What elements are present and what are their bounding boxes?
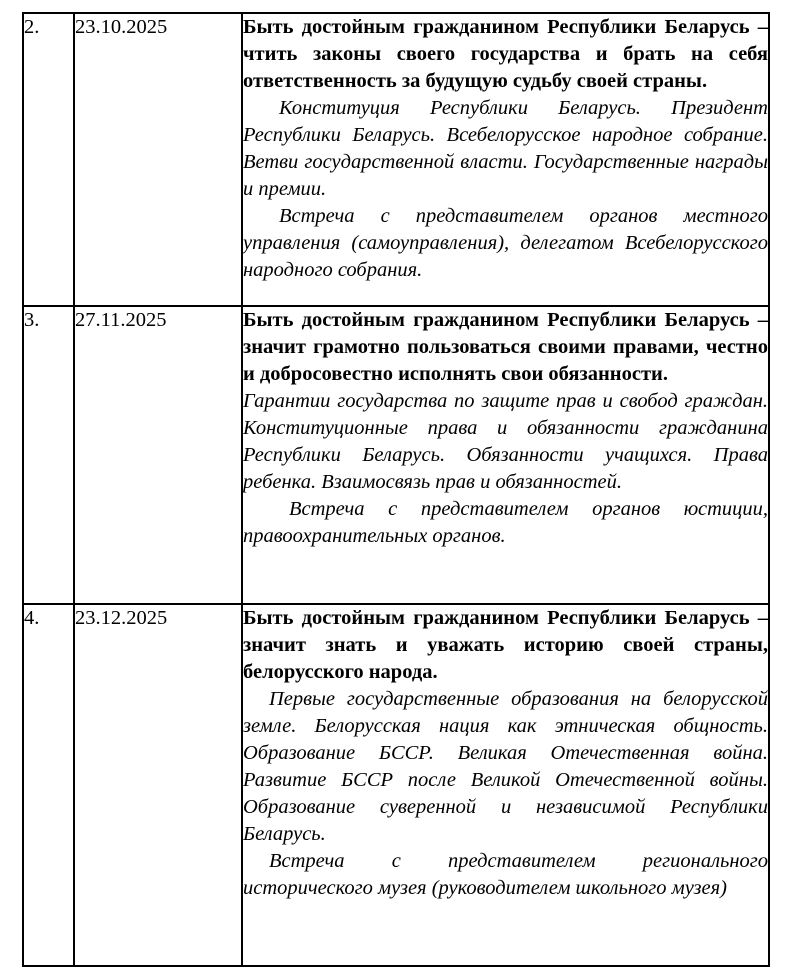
- row-date: 23.10.2025: [74, 13, 242, 306]
- row-meeting: Встреча с представителем органов юстиции, правоохранительных органов.: [243, 498, 768, 547]
- row-topics: Гарантии государства по защите прав и свобод граждан. Конституционные права и обязанности гражданина Республики Беларусь. Обязанности учащихся. Права ребенка. Взаимосвязь прав и обязанностей.: [243, 390, 768, 493]
- row-heading: Быть достойным гражданином Республики Беларусь – чтить законы своего государства и брать на себя ответственность за будущую судьбу своей страны.: [243, 16, 768, 92]
- row-number: 3.: [23, 306, 74, 604]
- table-row: [23, 604, 769, 966]
- row-date: 27.11.2025: [74, 306, 242, 604]
- row-date: 23.12.2025: [74, 604, 242, 966]
- row-topics: Конституция Республики Беларусь. Президент Республики Беларусь. Всебелорусское народное собрание. Ветви государственной власти. Государственные награды и премии.: [243, 97, 768, 200]
- row-heading: Быть достойным гражданином Республики Беларусь – значит знать и уважать историю своей страны, белорусского народа.: [243, 607, 768, 683]
- row-content: [242, 13, 769, 306]
- event-plan-table: [22, 12, 770, 967]
- row-meeting: Встреча с представителем регионального исторического музея (руководителем школьного музея): [243, 850, 768, 899]
- row-heading: Быть достойным гражданином Республики Беларусь – значит грамотно пользоваться своими правами, честно и добросовестно исполнять свои обязанности.: [243, 309, 768, 385]
- row-topics: Первые государственные образования на белорусской земле. Белорусская нация как этническая общность. Образование БССР. Великая Отечественная война. Развитие БССР после Великой Отечественной войны. Образование суверенной и независимой Республики Беларусь.: [243, 688, 768, 845]
- row-number: 2.: [23, 13, 74, 306]
- table-row: [23, 13, 769, 306]
- row-content: [242, 604, 769, 966]
- row-number: 4.: [23, 604, 74, 966]
- row-content: [242, 306, 769, 604]
- row-meeting: Встреча с представителем органов местного управления (самоуправления), делегатом Всебелорусского народного собрания.: [243, 205, 768, 281]
- table-row: [23, 306, 769, 604]
